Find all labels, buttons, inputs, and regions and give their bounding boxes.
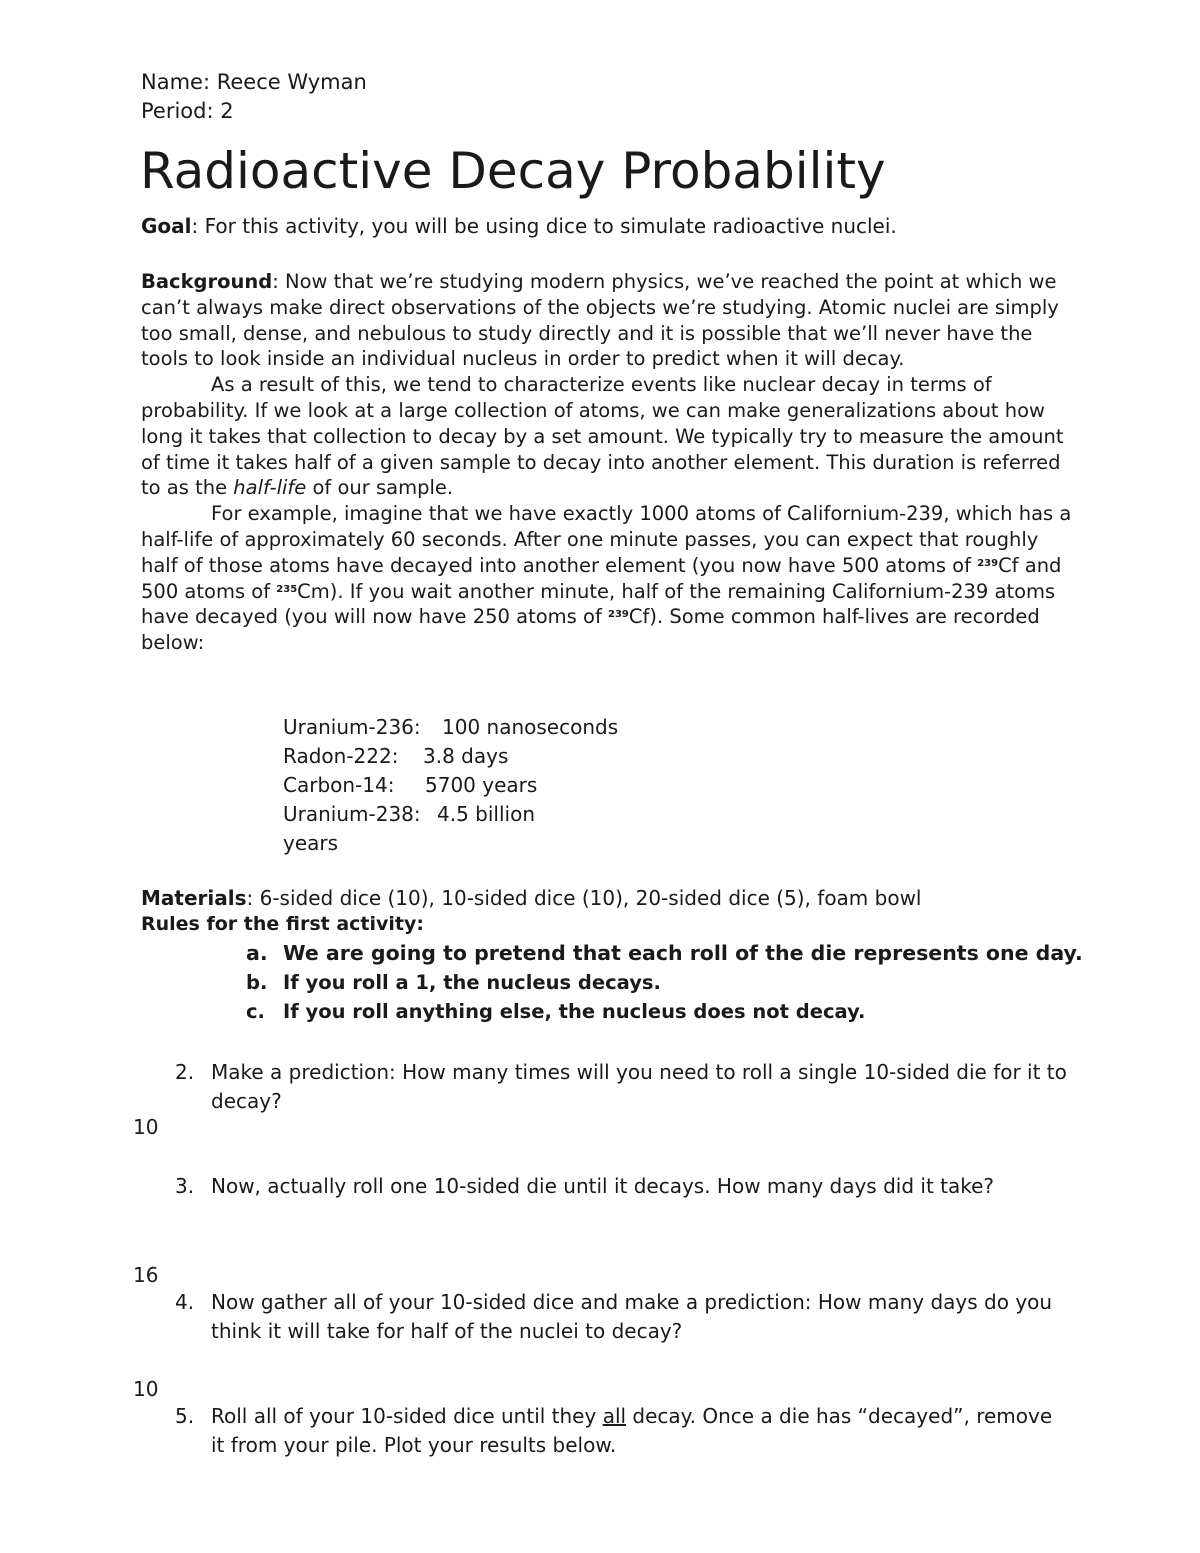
- materials-label: Materials: [141, 886, 247, 910]
- question-number: 5.: [175, 1404, 195, 1428]
- background-paragraph-1: Background: Now that we’re studying modern physics, we’ve reached the point at which we can’t always make direct observations of the objects we’re studying. Atomic nuclei are simply too small, dense, and nebulous to study directly and it is possible that we’ll never have the tools to look inside an individual nucleus in order to predict when it will decay.: [141, 270, 1059, 371]
- half-life-row: Radon-222: 3.8 days: [283, 744, 509, 768]
- question-number: 2.: [175, 1060, 195, 1084]
- half-life-row: Uranium-236: 100 nanoseconds: [283, 715, 619, 739]
- answer-text: 10: [133, 1115, 159, 1139]
- half-life-list: [283, 713, 618, 858]
- question-text: Now, actually roll one 10-sided die until it decays. How many days did it take?: [211, 1174, 995, 1198]
- question-text: Make a prediction: How many times will you need to roll a single 10-sided die for it to decay?: [211, 1060, 1067, 1113]
- question-number: 3.: [175, 1174, 195, 1198]
- background-section: [141, 269, 1076, 656]
- rules-heading: Rules for the first activity:: [141, 913, 424, 935]
- goal-paragraph: [141, 214, 1076, 240]
- half-life-row: Carbon-14: 5700 years: [283, 773, 538, 797]
- materials-paragraph: [141, 886, 1076, 912]
- rule-item: b. If you roll a 1, the nucleus decays.: [246, 971, 661, 994]
- half-life-term: half-life: [233, 476, 307, 500]
- page-title: Radioactive Decay Probability: [140, 142, 886, 200]
- half-life-row: Uranium-238: 4.5 billion: [283, 802, 535, 826]
- background-label: Background: [141, 270, 273, 293]
- materials-text: : 6-sided dice (10), 10-sided dice (10), 20-sided dice (5), foam bowl: [246, 886, 922, 910]
- rule-item: a. We are going to pretend that each roll of the die represents one day.: [246, 941, 1083, 965]
- underlined-word: all: [602, 1404, 627, 1428]
- mass-number: 239: [977, 557, 999, 569]
- half-life-row: years: [283, 831, 339, 855]
- rule-item: c. If you roll anything else, the nucleus does not decay.: [246, 1000, 866, 1023]
- question-text: Now gather all of your 10-sided dice and make a prediction: How many days do you think it will take for half of the nuclei to decay?: [211, 1290, 1053, 1343]
- background-paragraph-3: For example, imagine that we have exactly 1000 atoms of Californium-239, which has a half-life of approximately 60 seconds. After one minute passes, you can expect that roughly half of those atoms have decayed into another element (you now have 500 atoms of $^{239}$Cf and 500 atoms of $^{235}$Cm). If you wait another minute, half of the remaining Californium-239 atoms have decayed (you will now have 250 atoms of $^{239}$Cf). Some common half-lives are recorded below:: [141, 502, 1072, 655]
- answer-text: 16: [133, 1263, 159, 1287]
- background-paragraph-2: As a result of this, we tend to characterize events like nuclear decay in terms of probability. If we look at a large collection of atoms, we can make generalizations about how long it takes that collection to decay by a set amount. We typically try to measure the amount of time it takes half of a given sample to decay into another element. This duration is referred to as the half-life of our sample.: [141, 373, 1064, 500]
- mass-number: 235: [276, 583, 298, 595]
- answer-text: 10: [133, 1377, 159, 1401]
- goal-label: Goal: [141, 214, 192, 238]
- goal-text: : For this activity, you will be using dice to simulate radioactive nuclei.: [191, 214, 897, 238]
- mass-number: 239: [608, 609, 629, 621]
- question-text: Roll all of your 10-sided dice until they all decay. Once a die has “decayed”, remove it from your pile. Plot your results below.: [211, 1404, 1053, 1457]
- student-name: Name: Reece Wyman: [141, 70, 367, 94]
- question-number: 4.: [175, 1290, 195, 1314]
- class-period: Period: 2: [141, 99, 234, 123]
